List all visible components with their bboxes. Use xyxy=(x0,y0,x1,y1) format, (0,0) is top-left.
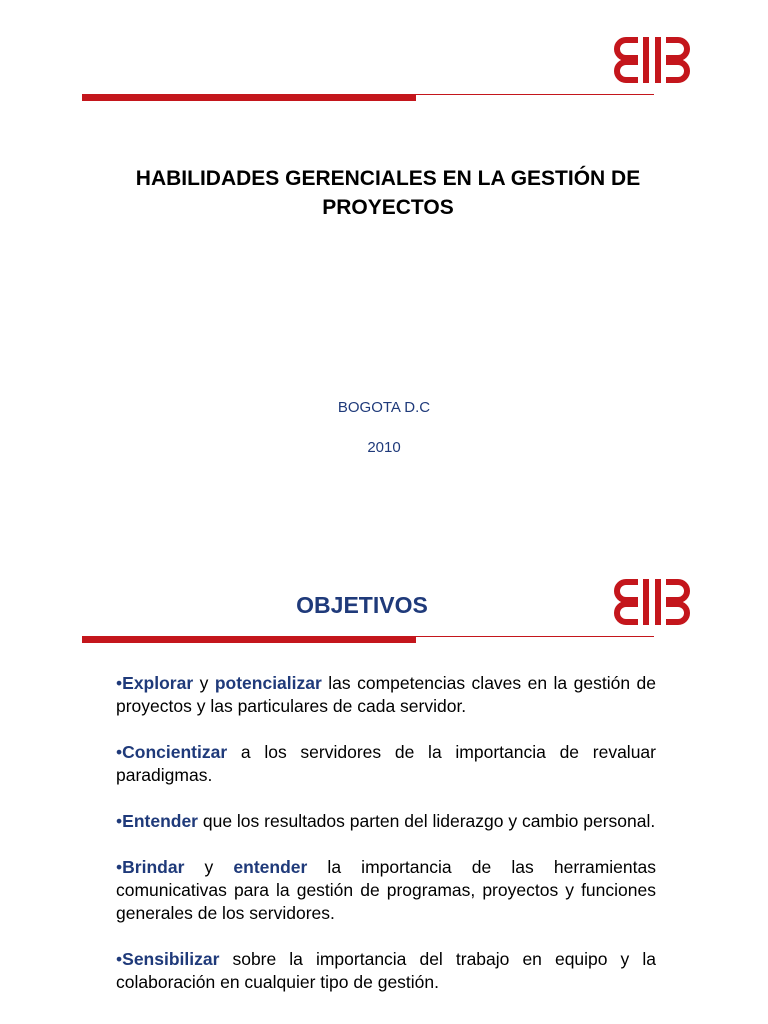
keyword: Sensibilizar xyxy=(122,949,220,969)
bullet-icon: • xyxy=(116,673,123,693)
bullet-icon: • xyxy=(116,857,123,877)
year-text: 2010 xyxy=(367,439,401,456)
header-accent-bar xyxy=(82,94,416,101)
keyword: Explorar xyxy=(122,673,194,693)
institution-logo-icon xyxy=(612,576,692,628)
keyword: Entender xyxy=(122,811,198,831)
keyword: entender xyxy=(233,857,308,877)
bullet-icon: • xyxy=(116,949,123,969)
list-item xyxy=(116,741,656,787)
presentation-title: HABILIDADES GERENCIALES EN LA GESTIÓN DE PROYECTOS xyxy=(135,167,641,219)
bullet-icon: • xyxy=(116,811,123,831)
header-divider-line xyxy=(416,636,654,637)
bullet-icon: • xyxy=(116,742,123,762)
item-text: la importancia de las herramientas comunicativas para la gestión de programas, proyectos y funciones generales de los servidores. xyxy=(116,857,656,923)
connector-text: y xyxy=(184,857,234,877)
item-text: las competencias claves en la gestión de proyectos y las particulares de cada servidor. xyxy=(116,673,656,716)
objectives-slide xyxy=(0,540,768,1024)
keyword: Concientizar xyxy=(122,742,228,762)
item-text: sobre la importancia del trabajo en equipo y la colaboración en cualquier tipo de gestión. xyxy=(116,949,656,992)
connector-text: y xyxy=(193,673,215,693)
institution-logo-icon xyxy=(612,34,692,86)
objectives-title: OBJETIVOS xyxy=(296,592,428,618)
item-text: que los resultados parten del liderazgo y cambio personal. xyxy=(198,811,656,831)
location-text: BOGOTA D.C xyxy=(337,399,431,416)
objectives-list xyxy=(116,672,656,1017)
keyword: Brindar xyxy=(122,857,185,877)
list-item xyxy=(116,856,656,925)
list-item xyxy=(116,672,656,718)
header-accent-bar xyxy=(82,636,416,643)
list-item xyxy=(116,948,656,994)
header-divider-line xyxy=(416,94,654,95)
keyword: potencializar xyxy=(214,673,322,693)
item-text: a los servidores de la importancia de revaluar paradigmas. xyxy=(116,742,656,785)
list-item xyxy=(116,810,656,833)
